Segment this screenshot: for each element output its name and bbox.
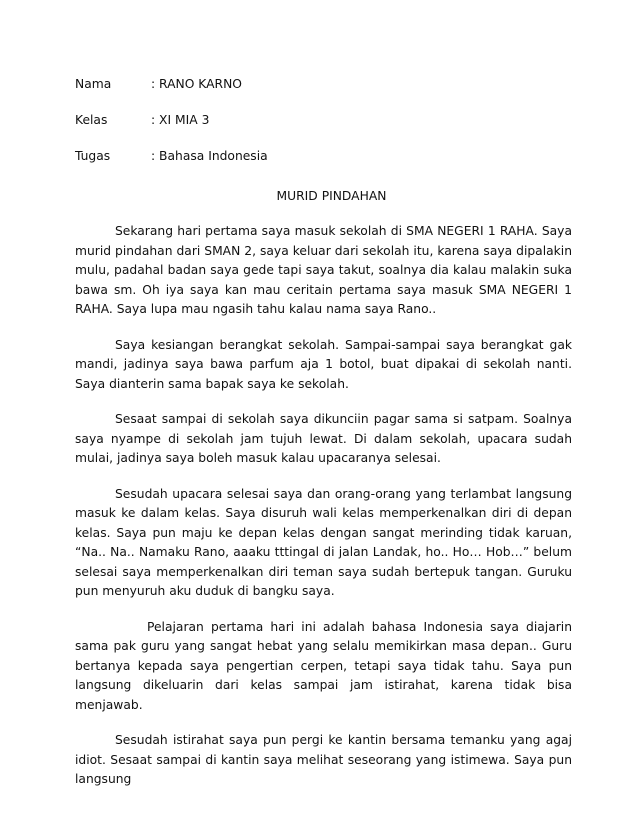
kelas-label: Kelas <box>75 113 108 127</box>
paragraph-6: Sesudah istirahat saya pun pergi ke kantin bersama temanku yang agaj idiot. Sesaat sampai di kantin saya melihat seseorang yang istimewa. Saya pun langsung <box>75 733 572 786</box>
tugas-label: Tugas <box>75 149 111 163</box>
paragraph-5: Pelajaran pertama hari ini adalah bahasa Indonesia saya diajarin sama pak guru yang sangat hebat yang selalu memikirkan masa depan.. Guru bertanya kepada saya pengertian cerpen, tetapi saya tidak tahu. Saya pun langsung dikeluarin dari kelas sampai jam istirahat, karena tidak bisa menjawab. <box>75 619 572 712</box>
kelas-row <box>75 112 572 128</box>
kelas-value: : XI MIA 3 <box>151 113 210 127</box>
paragraph-4: Sesudah upacara selesai saya dan orang-orang yang terlambat langsung masuk ke dalam kelas. Saya disuruh wali kelas memperkenalkan diri di depan kelas. Saya pun maju ke depan kelas dengan sangat merinding tidak karuan, “Na.. Na.. Namaku Rano, aaaku tttingal di jalan Landak, ho.. Ho… Hob…” belum selesai saya memperkenalkan diri teman saya sudah bertepuk tangan. Guruku pun menyuruh aku duduk di bangku saya. <box>75 486 572 598</box>
paragraph-3: Sesaat sampai di sekolah saya dikunciin pagar sama si satpam. Soalnya saya nyampe di sekolah jam tujuh lewat. Di dalam sekolah, upacara sudah mulai, jadinya saya boleh masuk kalau upacaranya selesai. <box>75 412 572 465</box>
tugas-row <box>75 148 572 164</box>
nama-value: : RANO KARNO <box>151 77 242 91</box>
paragraph-2: Saya kesiangan berangkat sekolah. Sampai-sampai saya berangkat gak mandi, jadinya saya bawa parfum aja 1 botol, buat dipakai di sekolah nanti. Saya dianterin sama bapak saya ke sekolah. <box>75 337 572 391</box>
nama-row <box>75 76 572 92</box>
paragraph-1: Sekarang hari pertama saya masuk sekolah di SMA NEGERI 1 RAHA. Saya murid pindahan dari SMAN 2, saya keluar dari sekolah itu, karena saya dipalakin mulu, padahal badan saya gede tapi saya takut, soalnya dia kalau malakin suka bawa sm. Oh iya saya kan mau ceritain pertama saya masuk SMA NEGERI 1 RAHA. Saya lupa mau ngasih tahu kalau nama saya Rano.. <box>75 224 572 316</box>
story-title: MURID PINDAHAN <box>276 189 387 203</box>
nama-label: Nama <box>75 77 112 91</box>
tugas-value: : Bahasa Indonesia <box>151 149 268 163</box>
